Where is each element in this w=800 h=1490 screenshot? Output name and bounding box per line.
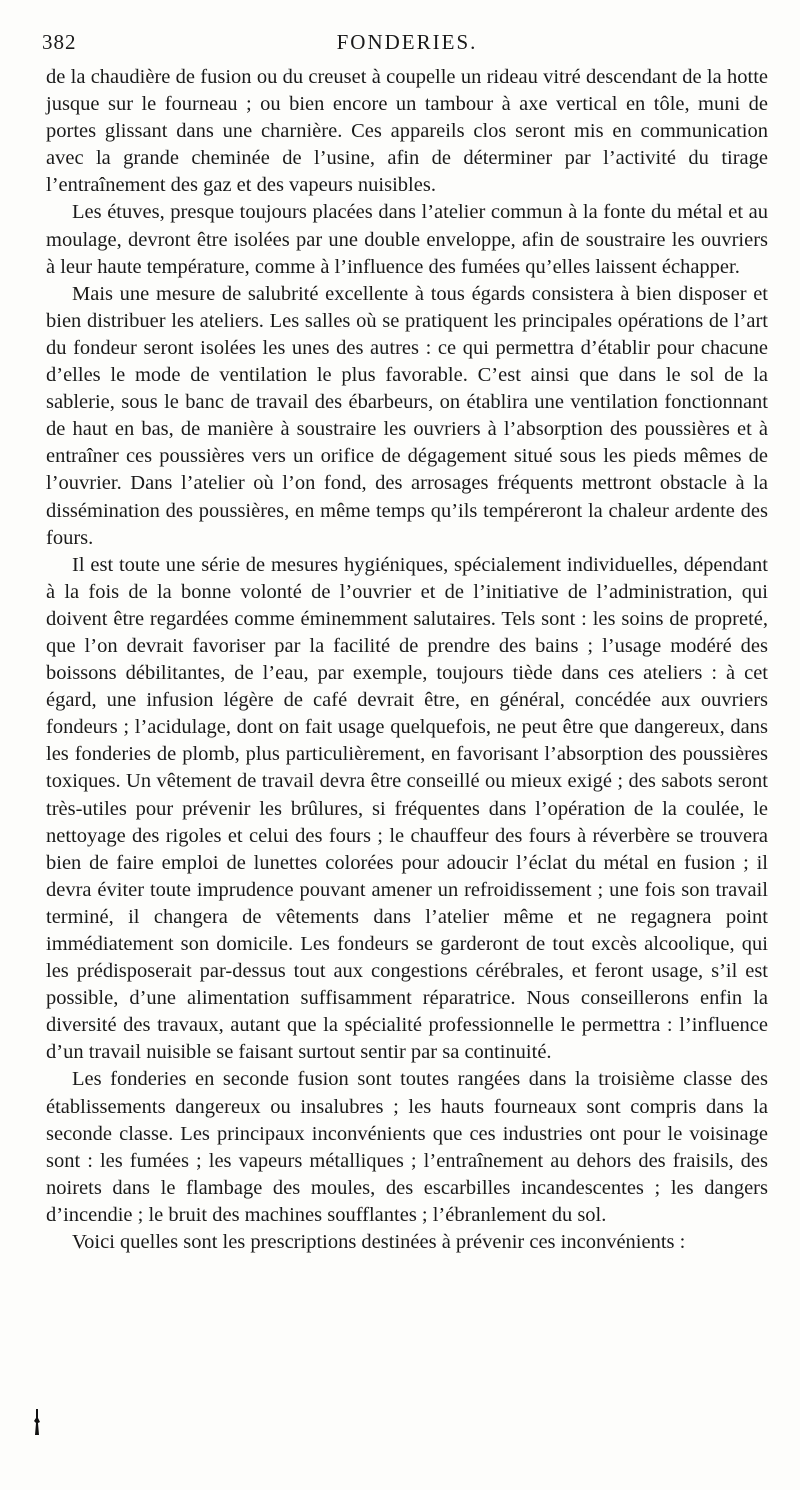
paragraph-etuves: Les étuves, presque toujours placées dans l’atelier commun à la fonte du métal et au moulage, devront être isolées par une double enveloppe, afin de soustraire les ouvriers à leur haute température, comme à l’influence des fumées qu’elles laissent échapper.	[46, 201, 768, 278]
running-head	[42, 30, 768, 60]
paragraph-prescriptions-intro: Voici quelles sont les prescriptions destinées à prévenir ces inconvénients :	[72, 1231, 686, 1254]
page-number: 382	[42, 30, 77, 54]
paragraph-hygiene: Il est toute une série de mesures hygiéniques, spécialement individuelles, dépendant à la fois de la bonne volonté de l’ouvrier et de l’initiative de l’administration, qui doivent être regardées comme éminemment salutaires. Tels sont : les soins de propreté, que l’on devrait favoriser par la facilité de prendre des bains ; l’usage modéré des boissons débilitantes, de l’eau, par exemple, toujours tiède dans ces ateliers : à cet égard, une infusion légère de café devrait être, en général, concédée aux ouvriers fondeurs ; l’acidulage, dont on fait usage quelquefois, ne peut être que dangereux, dans les fonderies de plomb, plus particulièrement, en favorisant l’absorption des poussières toxiques. Un vêtement de travail devra être conseillé ou mieux exigé ; des sabots seront très-utiles pour prévenir les brûlures, si fréquentes dans l’opération de la coulée, le nettoyage des rigoles et celui des fours ; le chauffeur des fours à réverbère se trouvera bien de faire emploi de lunettes colorées pour adoucir l’éclat du métal en fusion ; il devra éviter toute imprudence pouvant amener un refroidissement ; une fois son travail terminé, il changera de vêtements dans l’atelier même et ne regagnera point immédiatement son domicile. Les fondeurs se garderont de tout excès alcoolique, qui les prédisposerait par-dessus tout aux congestions cérébrales, et feront usage, s’il est possible, d’une alimentation suffisamment réparatrice. Nous conseillerons enfin la diversité des travaux, autant que la spécialité professionnelle le permettra : l’influence d’un travail nuisible se faisant surtout sentir par sa continuité.	[46, 553, 768, 1064]
body-text	[46, 64, 768, 1256]
paragraph-continuation: de la chaudière de fusion ou du creuset à coupelle un rideau vitré descendant de la hotte jusque sur le fourneau ; ou bien encore un tambour à axe vertical en tôle, muni de portes glissant dans une charnière. Ces appareils clos seront mis en communication avec la grande cheminée de l’usine, afin de déterminer par l’activité du tirage l’entraînement des gaz et des vapeurs nuisibles.	[46, 66, 768, 197]
running-title: FONDERIES.	[336, 30, 478, 54]
book-page	[42, 30, 768, 1256]
ink-mark-icon	[33, 1408, 41, 1436]
paragraph-classification: Les fonderies en seconde fusion sont toutes rangées dans la troisième classe des établissements dangereux ou insalubres ; les hauts fourneaux sont compris dans la seconde classe. Les principaux inconvénients que ces industries ont pour le voisinage sont : les fumées ; les vapeurs métalliques ; l’entraînement au dehors des fraisils, des noirets dans le flambage des moules, des escarbilles incandescentes ; les dangers d’incendie ; le bruit des machines soufflantes ; l’ébranlement du sol.	[46, 1068, 768, 1226]
paragraph-ventilation: Mais une mesure de salubrité excellente à tous égards consistera à bien disposer et bien distribuer les ateliers. Les salles où se pratiquent les principales opérations de l’art du fondeur seront isolées les unes des autres : ce qui permettra d’établir pour chacune d’elles le mode de ventilation le plus favorable. C’est ainsi que dans le sol de la sablerie, sous le banc de travail des ébarbeurs, on établira une ventilation fonctionnant de haut en bas, de manière à soustraire les ouvriers à l’absorption des poussières et à entraîner ces poussières vers un orifice de dégagement situé sous les pieds mêmes de l’ouvrier. Dans l’atelier où l’on fond, des arrosages fréquents mettront obstacle à la dissémination des poussières, en même temps qu’ils tempéreront la chaleur ardente des fours.	[46, 282, 768, 549]
